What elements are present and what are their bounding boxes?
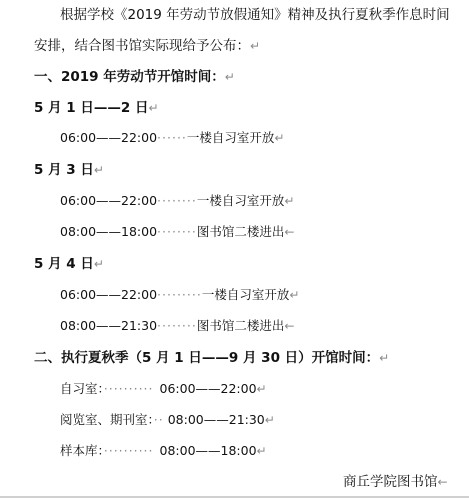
- entry-text: 图书馆二楼进出: [196, 224, 285, 239]
- leader-dots: ··········: [103, 443, 154, 458]
- paragraph-mark: ↵: [93, 257, 104, 271]
- section-2-title-text: 二、执行夏秋季（5 月 1 日——9 月 30 日）开馆时间：: [34, 350, 380, 366]
- entry-time: 08:00——21:30: [60, 318, 158, 333]
- paragraph-mark: ↵: [289, 288, 300, 302]
- paragraph-mark: ↵: [379, 351, 390, 365]
- hours-row-sample-library: [60, 441, 267, 461]
- day-1-date: [34, 98, 159, 118]
- hours-label: 样本库：: [60, 443, 104, 458]
- paragraph-mark: ↵: [256, 382, 267, 396]
- entry-time: 06:00——22:00: [60, 130, 158, 145]
- day-1-date-text: 5 月 1 日——2 日: [34, 100, 149, 116]
- leader-dots: ········: [157, 318, 197, 333]
- intro-text-1: 根据学校《2019 年劳动节放假通知》精神及执行夏秋季作息时间: [60, 7, 450, 23]
- day-2-date-text: 5 月 3 日: [34, 162, 94, 178]
- signature: [343, 472, 448, 492]
- leader-dots: ········: [157, 224, 197, 239]
- hours-row-reading-room: [60, 410, 275, 430]
- paragraph-mark: ↵: [256, 444, 267, 458]
- entry-text: 图书馆二楼进出: [196, 318, 285, 333]
- entry-time: 08:00——18:00: [60, 224, 158, 239]
- intro-text-2: 安排，结合图书馆实际现给予公布：: [34, 38, 250, 54]
- paragraph-mark: ↵: [264, 413, 275, 427]
- intro-line-2: [34, 36, 260, 56]
- day-3-date: [34, 254, 104, 274]
- day-2-entry-1: [60, 191, 294, 211]
- leader-dots: ··········: [103, 381, 154, 396]
- entry-time: 06:00——22:00: [60, 287, 158, 302]
- signature-text: 商丘学院图书馆: [343, 474, 438, 490]
- paragraph-mark: ↵: [224, 70, 235, 84]
- hours-time: 08:00——21:30: [167, 412, 265, 427]
- paragraph-mark: ↵: [284, 194, 295, 208]
- hours-time: 08:00——18:00: [159, 443, 257, 458]
- leader-dots: ········: [157, 193, 197, 208]
- hours-row-study-room: [60, 379, 267, 399]
- hours-label: 自习室：: [60, 381, 104, 396]
- section-1-title: [34, 67, 235, 87]
- paragraph-mark: ↵: [93, 163, 104, 177]
- arrow-mark: ←: [437, 475, 448, 489]
- entry-time: 06:00——22:00: [60, 193, 158, 208]
- day-3-entry-2: [60, 316, 294, 336]
- arrow-mark: ←: [284, 225, 295, 239]
- section-2-title: [34, 348, 389, 368]
- day-3-entry-1: [60, 285, 299, 305]
- leader-dots: ······: [157, 130, 187, 145]
- arrow-mark: ←: [284, 319, 295, 333]
- paragraph-mark: ↵: [274, 131, 285, 145]
- day-3-date-text: 5 月 4 日: [34, 256, 94, 272]
- paragraph-mark: ↵: [250, 39, 261, 53]
- day-2-date: [34, 160, 104, 180]
- leader-dots: ··: [153, 412, 164, 427]
- page-bottom-rule: [0, 496, 469, 498]
- entry-text: 一楼自习室开放: [186, 130, 275, 145]
- intro-line-1: [60, 5, 450, 25]
- day-2-entry-2: [60, 222, 294, 242]
- hours-label: 阅览室、期刊室：: [60, 412, 154, 427]
- paragraph-mark: ↵: [148, 101, 159, 115]
- hours-time: 06:00——22:00: [159, 381, 257, 396]
- section-1-title-text: 一、2019 年劳动节开馆时间：: [34, 69, 225, 85]
- entry-text: 一楼自习室开放: [196, 193, 285, 208]
- entry-text: 一楼自习室开放: [201, 287, 290, 302]
- leader-dots: ·········: [157, 287, 202, 302]
- day-1-entry-1: [60, 128, 284, 148]
